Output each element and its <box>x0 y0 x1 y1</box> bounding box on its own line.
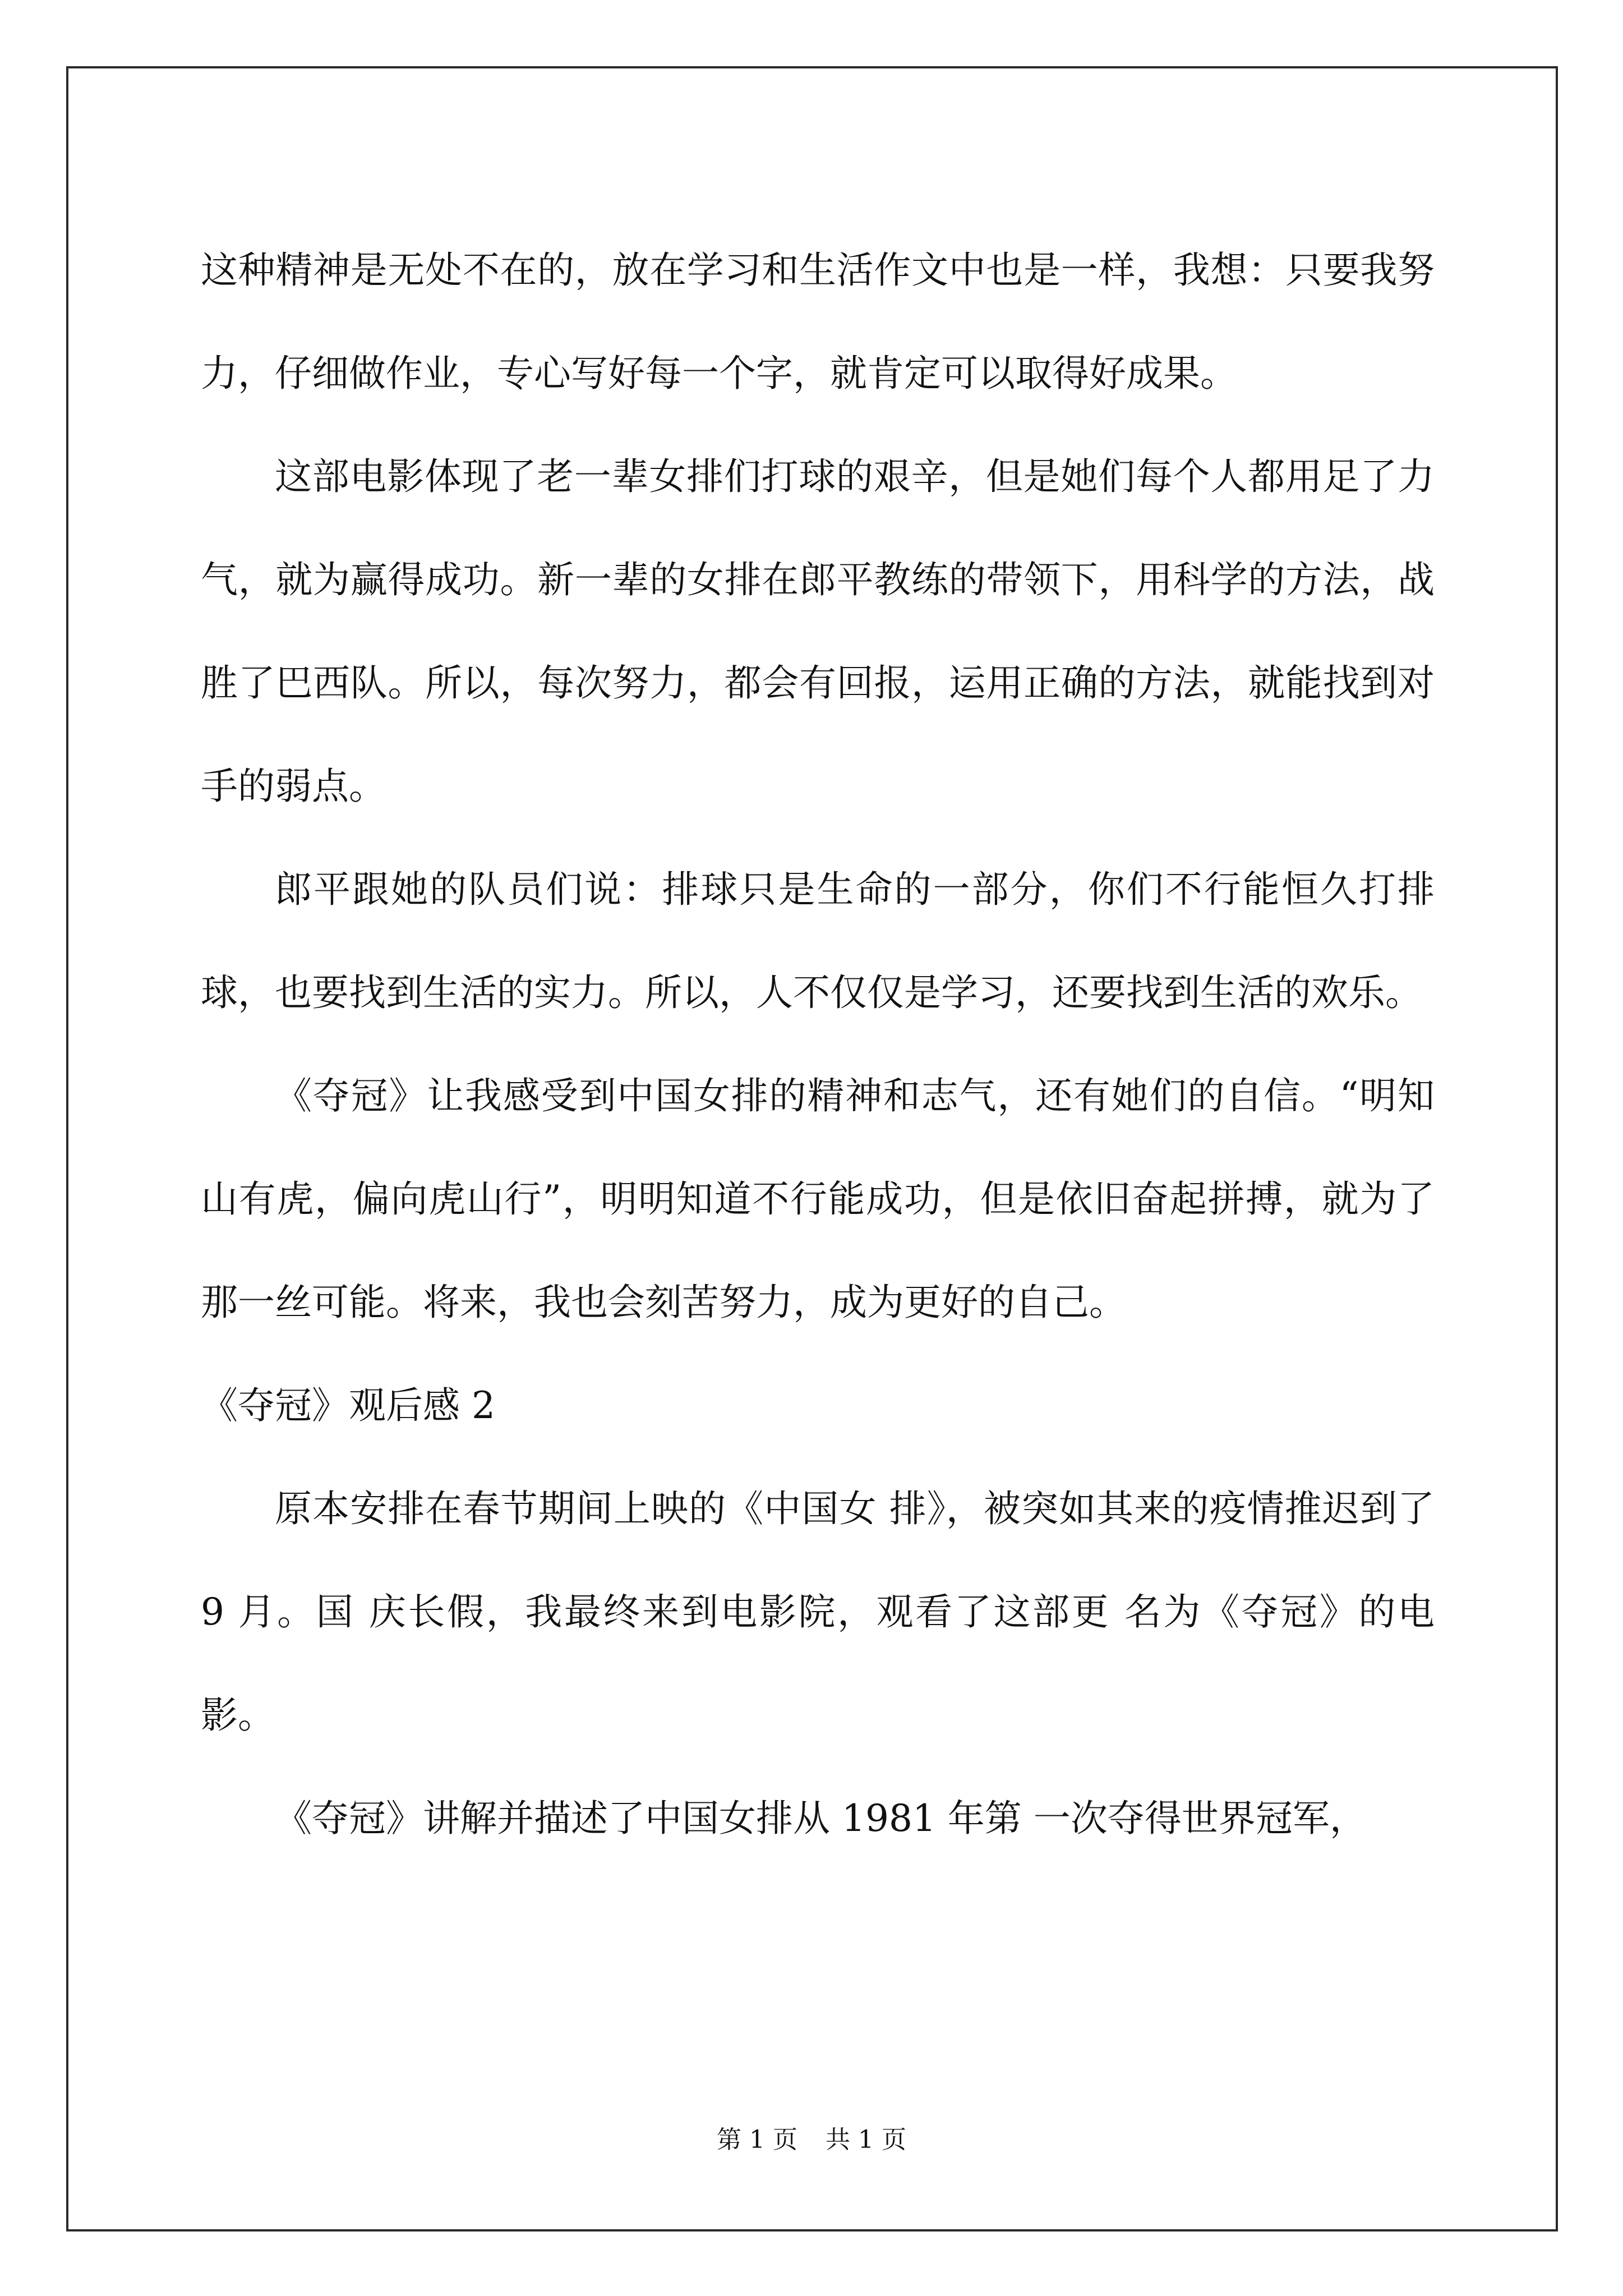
paragraph: 这部电影体现了老一辈女排们打球的艰辛，但是她们每个人都用足了力气，就为赢得成功。新一辈的女排在郎平教练的带领下，用科学的方法，战胜了巴西队。所以，每次努力，都会有回报，运用正确的方法，就能找到对手的弱点。 <box>201 455 1435 808</box>
paragraph: 郎平跟她的队员们说：排球只是生命的一部分，你们不行能恒久打排球，也要找到生活的实力。所以，人不仅仅是学习，还要找到生活的欢乐。 <box>201 868 1435 1014</box>
page-total: 共 1 页 <box>826 2125 906 2154</box>
document-body <box>201 219 1435 1870</box>
page-number: 第 1 页 <box>717 2125 797 2154</box>
paragraph: 《夺冠》讲解并描述了中国女排从 1981 年第 一次夺得世界冠军， <box>275 1797 1367 1840</box>
paragraph: 这种精神是无处不在的，放在学习和生活作文中也是一样，我想：只要我努力，仔细做作业，专心写好每一个字，就肯定可以取得好成果。 <box>201 249 1435 395</box>
paragraph: 原本安排在春节期间上映的《中国女 排》，被突如其来的疫情推迟到了 9 月。国 庆长假，我最终来到电影院，观看了这部更 名为《夺冠》的电影。 <box>201 1487 1435 1737</box>
paragraph: 《夺冠》让我感受到中国女排的精神和志气，还有她们的自信。“明知山有虎，偏向虎山行”，明明知道不行能成功，但是依旧奋起拼搏，就为了那一丝可能。将来，我也会刻苦努力，成为更好的自己。 <box>201 1074 1435 1324</box>
page-footer <box>0 2119 1623 2155</box>
section-heading: 《夺冠》观后感 2 <box>201 1384 495 1427</box>
